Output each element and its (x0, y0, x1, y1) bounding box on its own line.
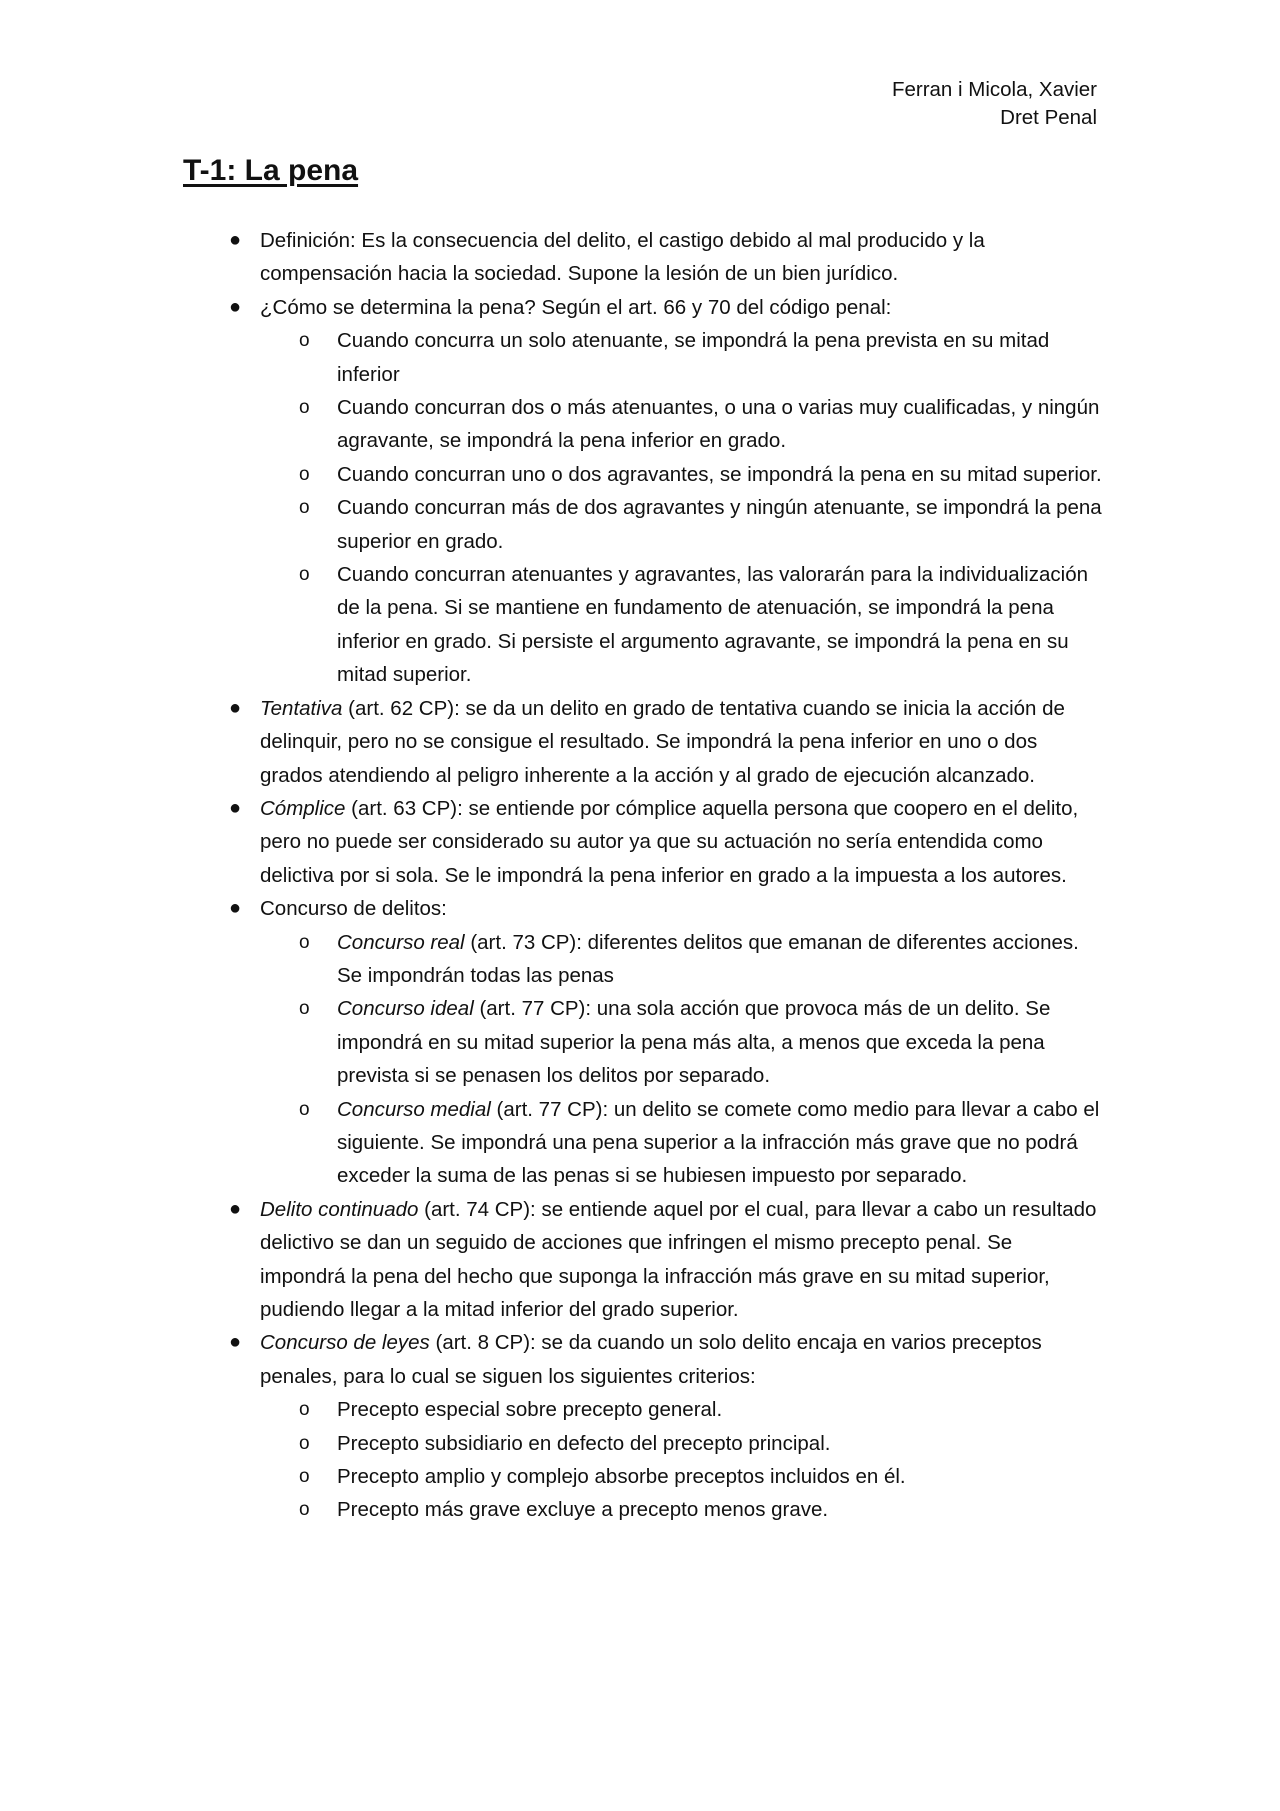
list-item-delito-continuado (183, 1193, 1103, 1327)
bullet-icon: ● (229, 897, 242, 920)
circle-bullet-icon: o (299, 931, 310, 953)
sub-list-item: o Cuando concurran uno o dos agravantes, se impondrá la pena en su mitad superior. (260, 458, 1103, 491)
bullet-icon: ● (229, 796, 242, 819)
sub-list-item: o Concurso real (art. 73 CP): diferentes delitos que emanan de diferentes acciones. Se impondrán todas las penas (260, 926, 1103, 993)
term-label: Concurso medial (337, 1097, 491, 1121)
bullet-icon: ● (229, 1197, 242, 1220)
list-item-text: (art. 62 CP): se da un delito en grado de tentativa cuando se inicia la acción de delinquir, pero no se consigue el resultado. Se impondrá la pena inferior en uno o dos grados atendiendo al peligro inherente a la acción y al grado de ejecución alcanzado. (260, 696, 1065, 787)
sub-list-item: o Cuando concurran dos o más atenuantes, o una o varias muy cualificadas, y ningún agravante, se impondrá la pena inferior en grado. (260, 391, 1103, 458)
list-item-text: ¿Cómo se determina la pena? Según el art. 66 y 70 del código penal: (260, 295, 892, 319)
sub-list-item: o Precepto más grave excluye a precepto menos grave. (260, 1493, 1103, 1526)
circle-bullet-icon: o (299, 1098, 310, 1120)
page-title: T-1: La pena (183, 154, 359, 187)
circle-bullet-icon: o (299, 1432, 310, 1454)
header-subject: Dret Penal (1000, 106, 1097, 129)
sub-list-item: o Concurso medial (art. 77 CP): un delito se comete como medio para llevar a cabo el siguiente. Se impondrá una pena superior a la infracción más grave que no podrá exceder la suma de las penas si se hubiesen impuesto por separado. (260, 1093, 1103, 1193)
term-label: Cómplice (260, 796, 346, 820)
bullet-list (183, 224, 1103, 1527)
header-author: Ferran i Micola, Xavier (891, 78, 1097, 101)
sub-list (260, 1393, 1103, 1527)
circle-bullet-icon: o (299, 1499, 310, 1521)
circle-bullet-icon: o (299, 1399, 310, 1421)
sub-list-item: o Cuando concurran atenuantes y agravantes, las valorarán para la individualización de la pena. Si se mantiene en fundamento de atenuación, se impondrá la pena inferior en grado. Si persiste el argumento agravante, se impondrá la pena en su mitad superior. (260, 558, 1103, 692)
list-item-text: (art. 8 CP): se da cuando un solo delito encaja en varios preceptos penales, para lo cual se siguen los siguientes criterios: (260, 1331, 1042, 1388)
list-item-text: (art. 74 CP): se entiende aquel por el cual, para llevar a cabo un resultado delictivo se dan un seguido de acciones que infringen el mismo precepto penal. Se impondrá la pena del hecho que suponga la infracción más grave en su mitad superior, pudiendo llegar a la mitad inferior del grado superior. (260, 1197, 1097, 1321)
document-body (183, 224, 1103, 1527)
page-header (892, 76, 1097, 132)
circle-bullet-icon: o (299, 998, 310, 1020)
circle-bullet-icon: o (299, 564, 310, 586)
term-label: Delito continuado (260, 1197, 419, 1221)
sub-list-item: o Precepto especial sobre precepto general. (260, 1393, 1103, 1426)
list-item-text: Definición: Es la consecuencia del delito, el castigo debido al mal producido y la compensación hacia la sociedad. Supone la lesión de un bien jurídico. (260, 229, 985, 286)
bullet-icon: ● (229, 696, 242, 719)
list-item-definicion (183, 224, 1103, 291)
list-item-determinacion (183, 291, 1103, 692)
circle-bullet-icon: o (299, 463, 310, 485)
term-label: Concurso ideal (337, 997, 474, 1021)
term-label: Concurso real (337, 930, 465, 954)
list-item-text: (art. 63 CP): se entiende por cómplice aquella persona que coopero en el delito, pero no puede ser considerado su autor ya que su actuación no sería entendida como delictiva por si sola. Se le impondrá la pena inferior en grado a la impuesta a los autores. (260, 796, 1079, 887)
term-label: Concurso de leyes (260, 1331, 430, 1355)
sub-list (260, 324, 1103, 691)
sub-list (260, 926, 1103, 1193)
sub-list-item: o Cuando concurra un solo atenuante, se impondrá la pena prevista en su mitad inferior (260, 324, 1103, 391)
bullet-icon: ● (229, 295, 242, 318)
list-item-concurso-delitos (183, 892, 1103, 1193)
term-label: Tentativa (260, 696, 343, 720)
circle-bullet-icon: o (299, 1466, 310, 1488)
list-item-tentativa (183, 692, 1103, 792)
list-item-complice (183, 792, 1103, 892)
circle-bullet-icon: o (299, 397, 310, 419)
sub-list-item: o Precepto subsidiario en defecto del precepto principal. (260, 1427, 1103, 1460)
sub-list-item: o Cuando concurran más de dos agravantes y ningún atenuante, se impondrá la pena superior en grado. (260, 491, 1103, 558)
circle-bullet-icon: o (299, 330, 310, 352)
sub-list-item: o Precepto amplio y complejo absorbe preceptos incluidos en él. (260, 1460, 1103, 1493)
circle-bullet-icon: o (299, 497, 310, 519)
sub-list-item: o Concurso ideal (art. 77 CP): una sola acción que provoca más de un delito. Se impondrá en su mitad superior la pena más alta, a menos que exceda la pena prevista si se penasen los delitos por separado. (260, 992, 1103, 1092)
list-item-text: Concurso de delitos: (260, 897, 447, 921)
bullet-icon: ● (229, 1331, 242, 1354)
list-item-concurso-leyes (183, 1326, 1103, 1526)
bullet-icon: ● (229, 229, 242, 251)
